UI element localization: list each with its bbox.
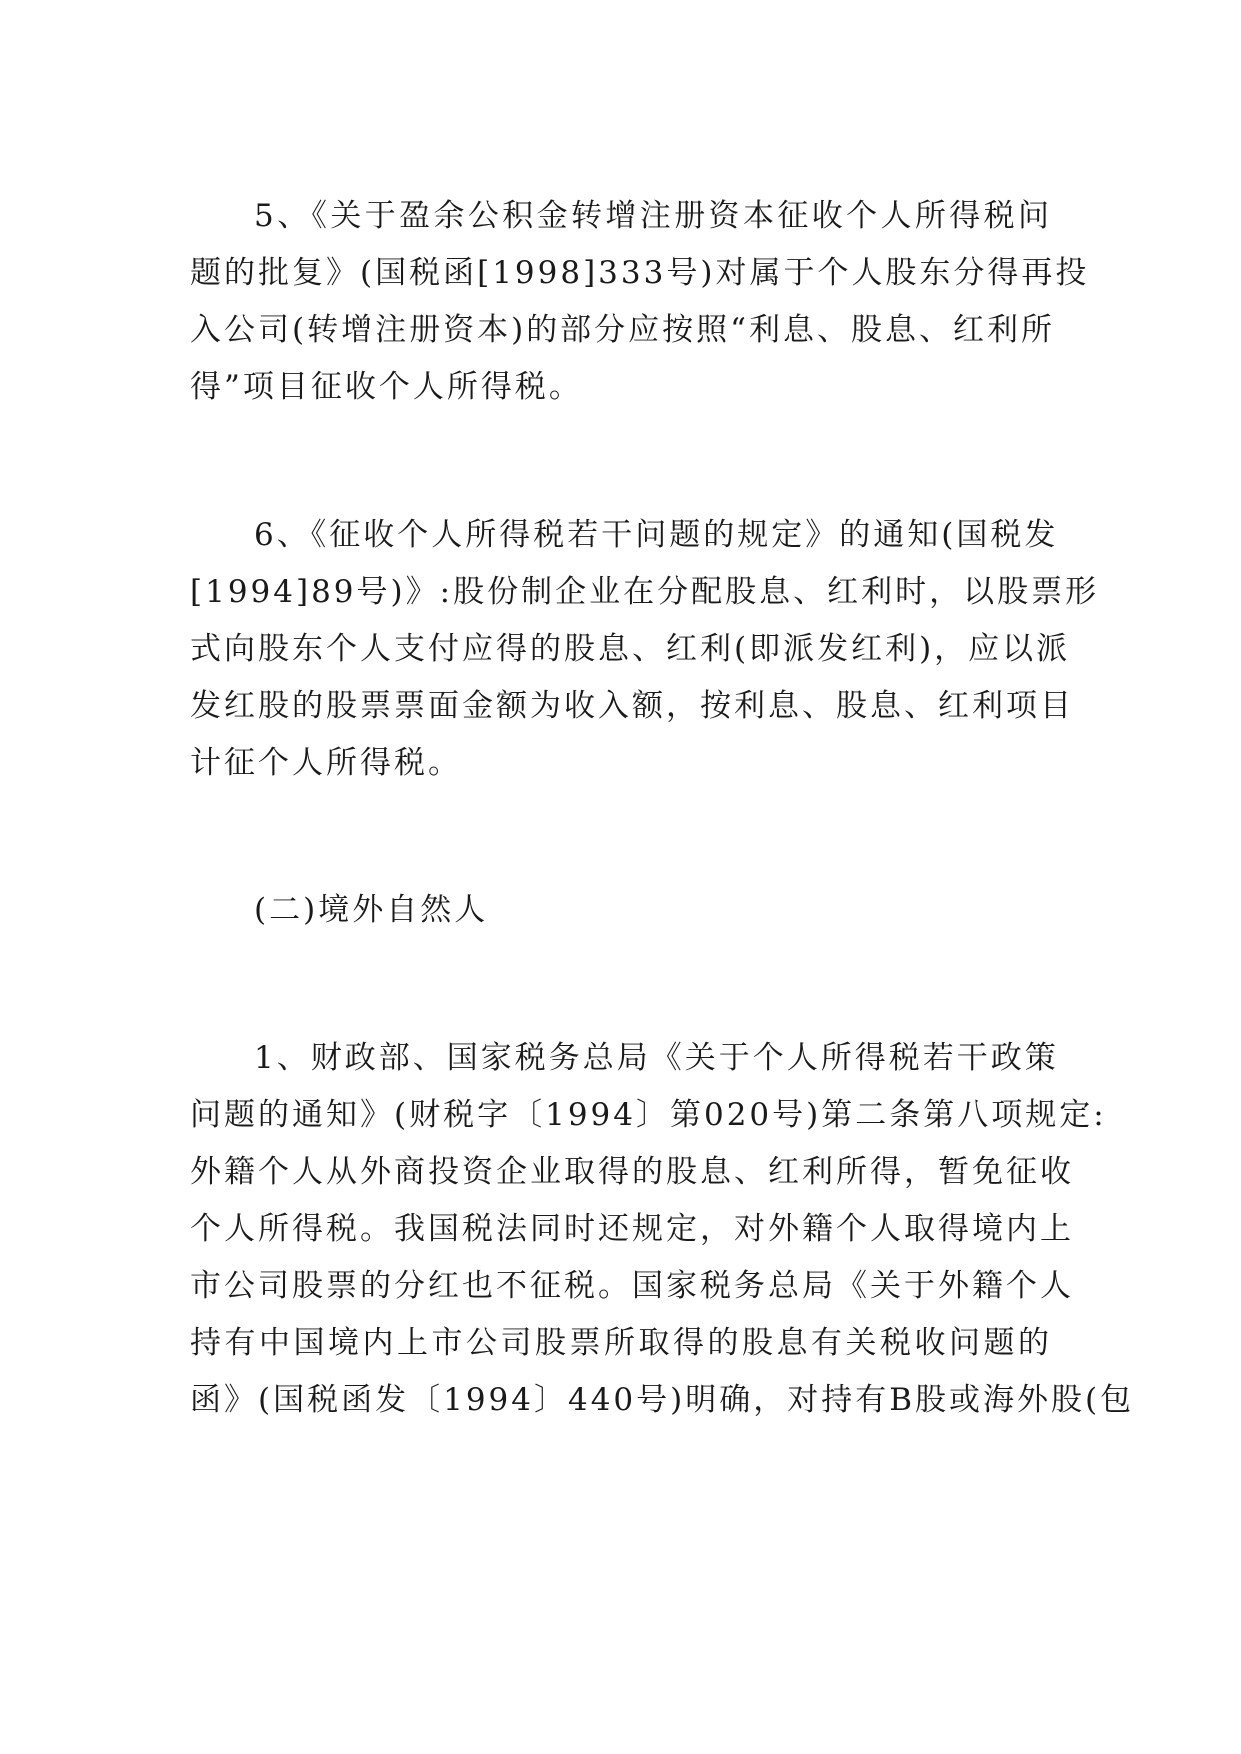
paragraph-line: 得”项目征收个人所得税。 [190,369,583,405]
paragraph-line: 问题的通知》(财税字〔1994〕第020号)第二条第八项规定: [190,1097,1107,1133]
paragraph-line: 个人所得税。我国税法同时还规定，对外籍个人取得境内上 [190,1211,1074,1247]
paragraph-line: 市公司股票的分红也不征税。国家税务总局《关于外籍个人 [190,1268,1074,1304]
paragraph-line: [1994]89号)》:股份制企业在分配股息、红利时，以股票形 [190,574,1100,610]
paragraph-line: 5、《关于盈余公积金转增注册资本征收个人所得税问 [254,198,1052,234]
paragraph-line: 函》(国税函发〔1994〕440号)明确，对持有B股或海外股(包 [190,1382,1135,1418]
paragraph-line: 6、《征收个人所得税若干问题的规定》的通知(国税发 [254,517,1059,553]
paragraph-line: 计征个人所得税。 [190,745,462,781]
paragraph-line: 式向股东个人支付应得的股息、红利(即派发红利)，应以派 [190,631,1071,667]
paragraph-line: 外籍个人从外商投资企业取得的股息、红利所得，暂免征收 [190,1154,1074,1190]
paragraph-line: 题的批复》(国税函[1998]333号)对属于个人股东分得再投 [190,255,1090,291]
paragraph-line: 入公司(转增注册资本)的部分应按照“利息、股息、红利所 [190,312,1056,348]
section-heading-text: (二)境外自然人 [254,892,489,928]
paragraph-line: 持有中国境内上市公司股票所取得的股息有关税收问题的 [190,1325,1052,1361]
paragraph-line: 1、财政部、国家税务总局《关于个人所得税若干政策 [254,1040,1059,1076]
paragraph-line: 发红股的股票票面金额为收入额，按利息、股息、红利项目 [190,688,1074,724]
